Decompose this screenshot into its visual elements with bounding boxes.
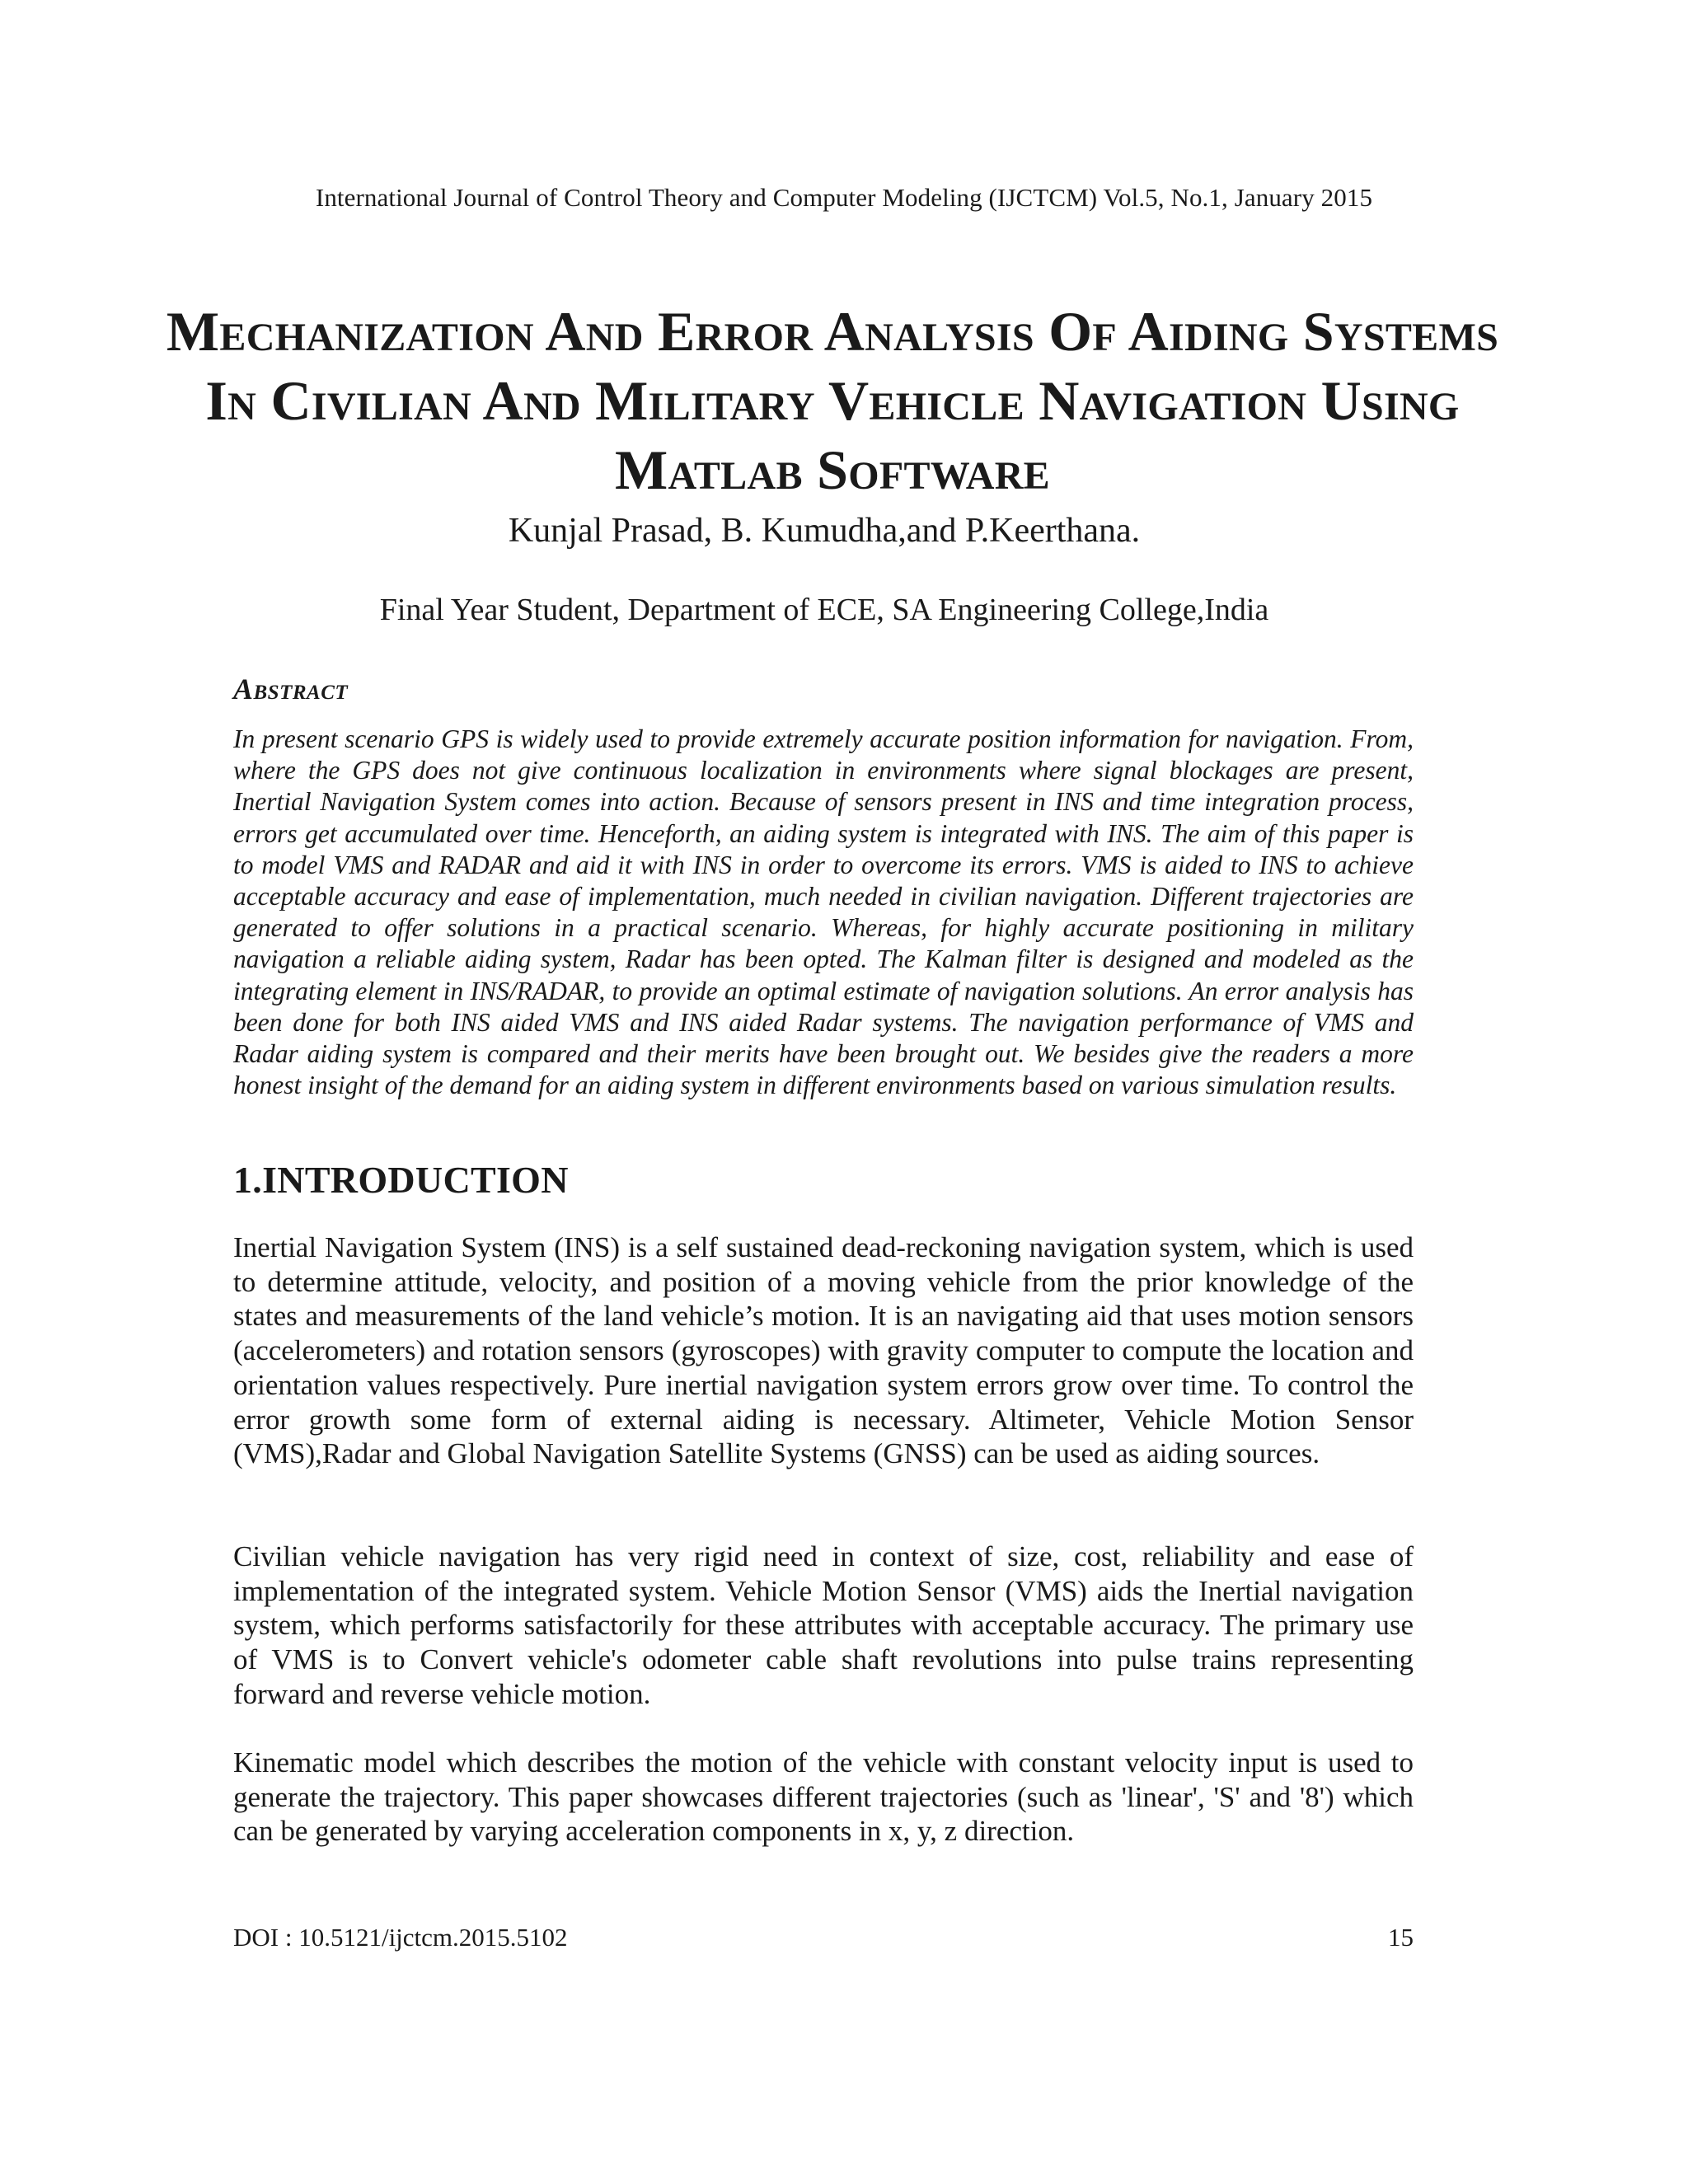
introduction-paragraph: Inertial Navigation System (INS) is a self sustained dead-reckoning navigation system, which is used to determine attitude, velocity, and position of a moving vehicle from the prior knowledge of the states and measurements of the land vehicle’s motion. It is an navigating aid that uses motion sensors (accelerometers) and rotation sensors (gyroscopes) with gravity computer to compute the location and orientation values respectively. Pure inertial navigation system errors grow over time. To control the error growth some form of external aiding is necessary. Altimeter, Vehicle Motion Sensor (VMS),Radar and Global Navigation Satellite Systems (GNSS) can be used as aiding sources. xyxy=(233,1231,1414,1470)
footer-doi: DOI : 10.5121/ijctcm.2015.5102 xyxy=(233,1923,568,1952)
introduction-paragraph: Civilian vehicle navigation has very rigid need in context of size, cost, reliability and ease of implementation of the integrated system. Vehicle Motion Sensor (VMS) aids the Inertial navigation system, which performs satisfactorily for these attributes with acceptable accuracy. The primary use of VMS is to Convert vehicle's odometer cable shaft revolutions into pulse trains representing forward and reverse vehicle motion. xyxy=(233,1540,1414,1710)
paper-title: Mechanization And Error Analysis Of Aiding Systems In Civilian And Military Vehicle Navigation Using Matlab Software xyxy=(166,300,1499,501)
abstract-body: In present scenario GPS is widely used to provide extremely accurate position information for navigation. From, where the GPS does not give continuous localization in environments where signal blockages are present, Inertial Navigation System comes into action. Because of sensors present in INS and time integration process, errors get accumulated over time. Henceforth, an aiding system is integrated with INS. The aim of this paper is to model VMS and RADAR and aid it with INS in order to overcome its errors. VMS is aided to INS to achieve acceptable accuracy and ease of implementation, much needed in civilian navigation. Different trajectories are generated to offer solutions in a practical scenario. Whereas, for highly accurate positioning in military navigation a reliable aiding system, Radar has been opted. The Kalman filter is designed and modeled as the integrating element in INS/RADAR, to provide an optimal estimate of navigation solutions. An error analysis has been done for both INS aided VMS and INS aided Radar systems. The navigation performance of VMS and Radar aiding system is compared and their merits have been brought out. We besides give the readers a more honest insight of the demand for an aiding system in different environments based on various simulation results. xyxy=(233,724,1414,1100)
author-affiliation: Final Year Student, Department of ECE, SA Engineering College,India xyxy=(379,593,1269,627)
page-number: 15 xyxy=(1388,1923,1414,1952)
abstract-heading: Abstract xyxy=(233,673,349,705)
author-list: Kunjal Prasad, B. Kumudha,and P.Keerthana. xyxy=(508,512,1141,550)
running-header: International Journal of Control Theory and Computer Modeling (IJCTCM) Vol.5, No.1, January 2015 xyxy=(315,183,1373,212)
introduction-heading: 1.INTRODUCTION xyxy=(233,1159,569,1201)
introduction-paragraph: Kinematic model which describes the motion of the vehicle with constant velocity input is used to generate the trajectory. This paper showcases different trajectories (such as 'linear', 'S' and '8') which can be generated by varying acceleration components in x, y, z direction. xyxy=(233,1746,1414,1848)
